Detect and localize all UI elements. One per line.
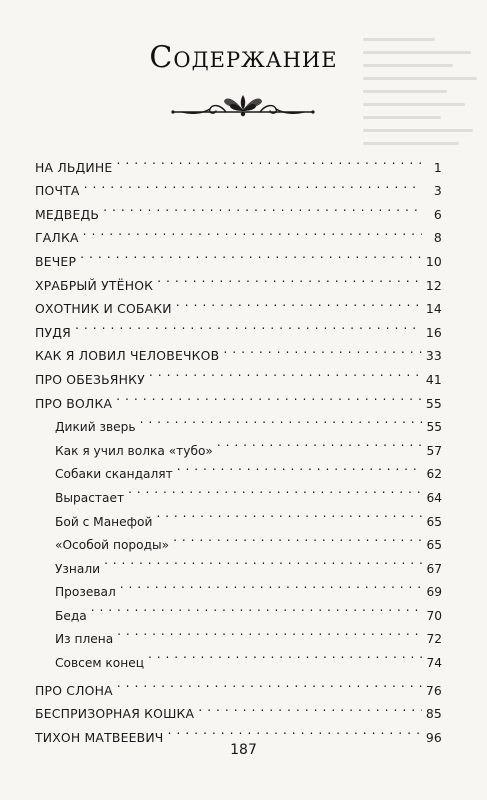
toc-entry[interactable]: ТИХОН МАТВЕЕВИЧ . . . 96 xyxy=(35,718,442,742)
toc-entry[interactable]: ПУДЯ . . . 16 xyxy=(35,313,442,337)
toc-entry[interactable]: КАК Я ЛОВИЛ ЧЕЛОВЕЧКОВ . . . 33 xyxy=(35,337,442,361)
toc-subentry[interactable]: Беда . . . 70 xyxy=(35,596,442,620)
toc-entry[interactable]: ВЕЧЕР . . . 10 xyxy=(35,242,442,266)
toc-subentry[interactable]: Как я учил волка «тубо» . . . 57 xyxy=(35,431,442,455)
toc-entry[interactable]: БЕСПРИЗОРНАЯ КОШКА . . . 85 xyxy=(35,695,442,719)
toc-subentry[interactable]: Прозевал . . . 69 xyxy=(35,573,442,597)
toc-subentry[interactable]: Узнали . . . 67 xyxy=(35,549,442,573)
fleuron-ornament-icon xyxy=(168,92,318,120)
toc-subentry[interactable]: Бой с Манефой . . . 65 xyxy=(35,502,442,526)
toc-entry[interactable]: МЕДВЕДЬ . . . 6 xyxy=(35,195,442,219)
toc-subentry[interactable]: Дикий зверь . . . 55 xyxy=(35,408,442,432)
toc-entry[interactable]: ПОЧТА . . . 3 xyxy=(35,172,442,196)
page-number: 187 xyxy=(230,742,257,758)
toc-subentry[interactable]: Собаки скандалят . . . 62 xyxy=(35,455,442,479)
toc-subentry[interactable]: Совсем конец . . . 74 xyxy=(35,643,442,667)
toc-entry[interactable]: ОХОТНИК И СОБАКИ . . . 14 xyxy=(35,290,442,314)
table-of-contents xyxy=(35,148,442,745)
toc-entry[interactable]: НА ЛЬДИНЕ . . . 1 xyxy=(35,148,442,172)
toc-subentry[interactable]: Из плена . . . 72 xyxy=(35,620,442,644)
toc-entry[interactable]: ХРАБРЫЙ УТЁНОК . . . 12 xyxy=(35,266,442,290)
page-title: Содержание xyxy=(149,40,338,75)
toc-entry[interactable]: ПРО СЛОНА . . . 76 xyxy=(35,671,442,695)
toc-entry[interactable]: ГАЛКА . . . 8 xyxy=(35,219,442,243)
toc-entry[interactable]: ПРО ВОЛКА . . . 55 xyxy=(35,384,442,408)
toc-subentry[interactable]: Вырастает . . . 64 xyxy=(35,478,442,502)
toc-subentry[interactable]: «Особой породы» . . . 65 xyxy=(35,526,442,550)
toc-entry[interactable]: ПРО ОБЕЗЬЯНКУ . . . 41 xyxy=(35,360,442,384)
